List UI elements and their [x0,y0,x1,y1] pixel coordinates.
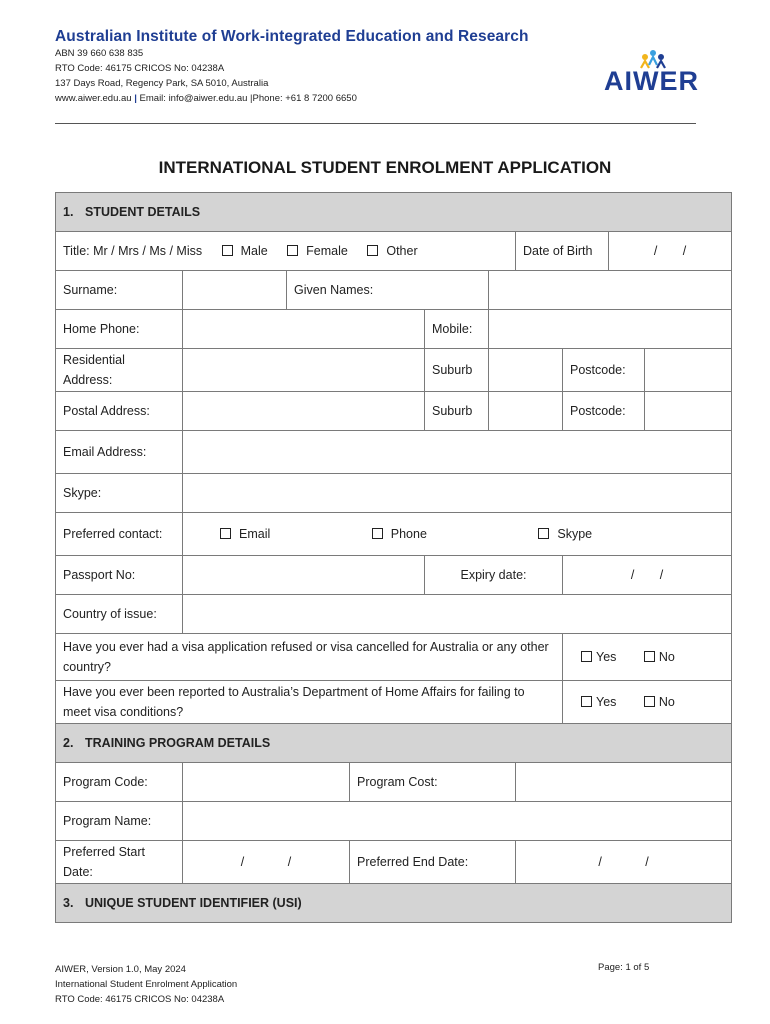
postal-postcode-field[interactable] [645,392,732,431]
footer-rto: RTO Code: 46175 CRICOS No: 04238A [55,994,225,1005]
dob-label: Date of Birth [516,232,609,271]
header-divider [55,123,696,124]
org-address: 137 Days Road, Regency Park, SA 5010, Australia [55,78,269,89]
reported-options [563,681,732,724]
passport-no-label: Passport No: [56,556,183,595]
program-cost-field[interactable] [516,763,732,802]
preferred-dates-row [56,841,732,884]
preferred-contact-options [183,513,732,556]
org-phone: |Phone: +61 8 7200 6650 [250,93,357,104]
email-address-field[interactable] [183,431,732,474]
checkbox-contact-email[interactable]: Email [218,527,270,541]
postal-address-field[interactable] [183,392,425,431]
postal-suburb-field[interactable] [489,392,563,431]
country-of-issue-field[interactable] [183,595,732,634]
home-phone-field[interactable] [183,310,425,349]
aiwer-logo [604,48,722,100]
org-website[interactable]: www.aiwer.edu.au [55,93,132,104]
section-1-header: 1. STUDENT DETAILS [56,193,732,232]
preferred-contact-label: Preferred contact: [56,513,183,556]
checkbox-icon[interactable] [581,651,592,662]
surname-field[interactable] [183,271,287,310]
skype-field[interactable] [183,474,732,513]
email-address-label: Email Address: [56,431,183,474]
checkbox-other[interactable]: Other [365,244,417,258]
org-name: Australian Institute of Work-integrated Education and Research [55,28,529,45]
form-table [55,192,732,923]
checkbox-contact-skype[interactable]: Skype [536,527,592,541]
preferred-start-field[interactable]: / / [183,841,350,884]
program-code-row [56,763,732,802]
visa-refused-row [56,634,732,681]
section-header-row [56,884,732,923]
program-name-field[interactable] [183,802,732,841]
checkbox-icon[interactable] [538,528,549,539]
postal-address-label: Postal Address: [56,392,183,431]
residential-suburb-field[interactable] [489,349,563,392]
checkbox-reported-yes[interactable]: Yes [579,695,616,709]
checkbox-visa-refused-yes[interactable]: Yes [579,650,616,664]
given-names-field[interactable] [489,271,732,310]
reported-row [56,681,732,724]
mobile-label: Mobile: [425,310,489,349]
checkbox-icon[interactable] [644,651,655,662]
section-header-row [56,724,732,763]
postal-row [56,392,732,431]
page-number: Page: 1 of 5 [598,962,650,973]
expiry-date-field[interactable]: / / [563,556,732,595]
org-contact [55,91,695,106]
section-3-header: 3. UNIQUE STUDENT IDENTIFIER (USI) [56,884,732,923]
checkbox-icon[interactable] [644,696,655,707]
given-names-label: Given Names: [287,271,489,310]
residential-suburb-label: Suburb [425,349,489,392]
preferred-end-field[interactable]: / / [516,841,732,884]
dob-field[interactable]: / / [609,232,732,271]
enrolment-form [55,192,731,923]
section-2-header: 2. TRAINING PROGRAM DETAILS [56,724,732,763]
title-gender-cell [56,232,516,271]
country-issue-row [56,595,732,634]
checkbox-reported-no[interactable]: No [642,695,675,709]
program-code-field[interactable] [183,763,350,802]
checkbox-icon[interactable] [367,245,378,256]
preferred-end-label: Preferred End Date: [350,841,516,884]
footer-doc-name: International Student Enrolment Application [55,979,238,990]
postal-suburb-label: Suburb [425,392,489,431]
visa-refused-question: Have you ever had a visa application refused or visa cancelled for Australia or any other country? [56,634,563,681]
page-title: INTERNATIONAL STUDENT ENROLMENT APPLICATION [158,158,612,177]
program-cost-label: Program Cost: [350,763,516,802]
checkbox-male[interactable]: Male [220,244,268,258]
skype-label: Skype: [56,474,183,513]
checkbox-icon[interactable] [222,245,233,256]
preferred-start-label: Preferred Start Date: [56,841,183,884]
checkbox-icon[interactable] [287,245,298,256]
program-name-label: Program Name: [56,802,183,841]
checkbox-icon[interactable] [220,528,231,539]
title-gender-row [56,232,732,271]
passport-no-field[interactable] [183,556,425,595]
surname-label: Surname: [56,271,183,310]
skype-row [56,474,732,513]
footer-version: AIWER, Version 1.0, May 2024 [55,964,186,975]
visa-refused-options [563,634,732,681]
phone-row [56,310,732,349]
logo-text: AIWER [604,66,699,96]
expiry-date-label: Expiry date: [425,556,563,595]
checkbox-female[interactable]: Female [285,244,348,258]
passport-row [56,556,732,595]
org-separator: | [134,93,137,104]
name-row [56,271,732,310]
program-name-row [56,802,732,841]
title-label: Title: Mr / Mrs / Ms / Miss [63,244,203,258]
residential-address-field[interactable] [183,349,425,392]
mobile-field[interactable] [489,310,732,349]
org-email[interactable]: Email: info@aiwer.edu.au [139,93,248,104]
checkbox-icon[interactable] [372,528,383,539]
country-of-issue-label: Country of issue: [56,595,183,634]
org-rto: RTO Code: 46175 CRICOS No: 04238A [55,63,225,74]
residential-postcode-field[interactable] [645,349,732,392]
home-phone-label: Home Phone: [56,310,183,349]
residential-address-label: Residential Address: [56,349,183,392]
residential-postcode-label: Postcode: [563,349,645,392]
org-abn: ABN 39 660 638 835 [55,48,144,59]
preferred-contact-row [56,513,732,556]
email-row [56,431,732,474]
section-header-row [56,193,732,232]
checkbox-icon[interactable] [581,696,592,707]
checkbox-contact-phone[interactable]: Phone [370,527,427,541]
program-code-label: Program Code: [56,763,183,802]
checkbox-visa-refused-no[interactable]: No [642,650,675,664]
reported-question: Have you ever been reported to Australia’s Department of Home Affairs for failing to meet visa conditions? [56,681,563,724]
letterhead [55,28,695,106]
postal-postcode-label: Postcode: [563,392,645,431]
residential-row [56,349,732,392]
